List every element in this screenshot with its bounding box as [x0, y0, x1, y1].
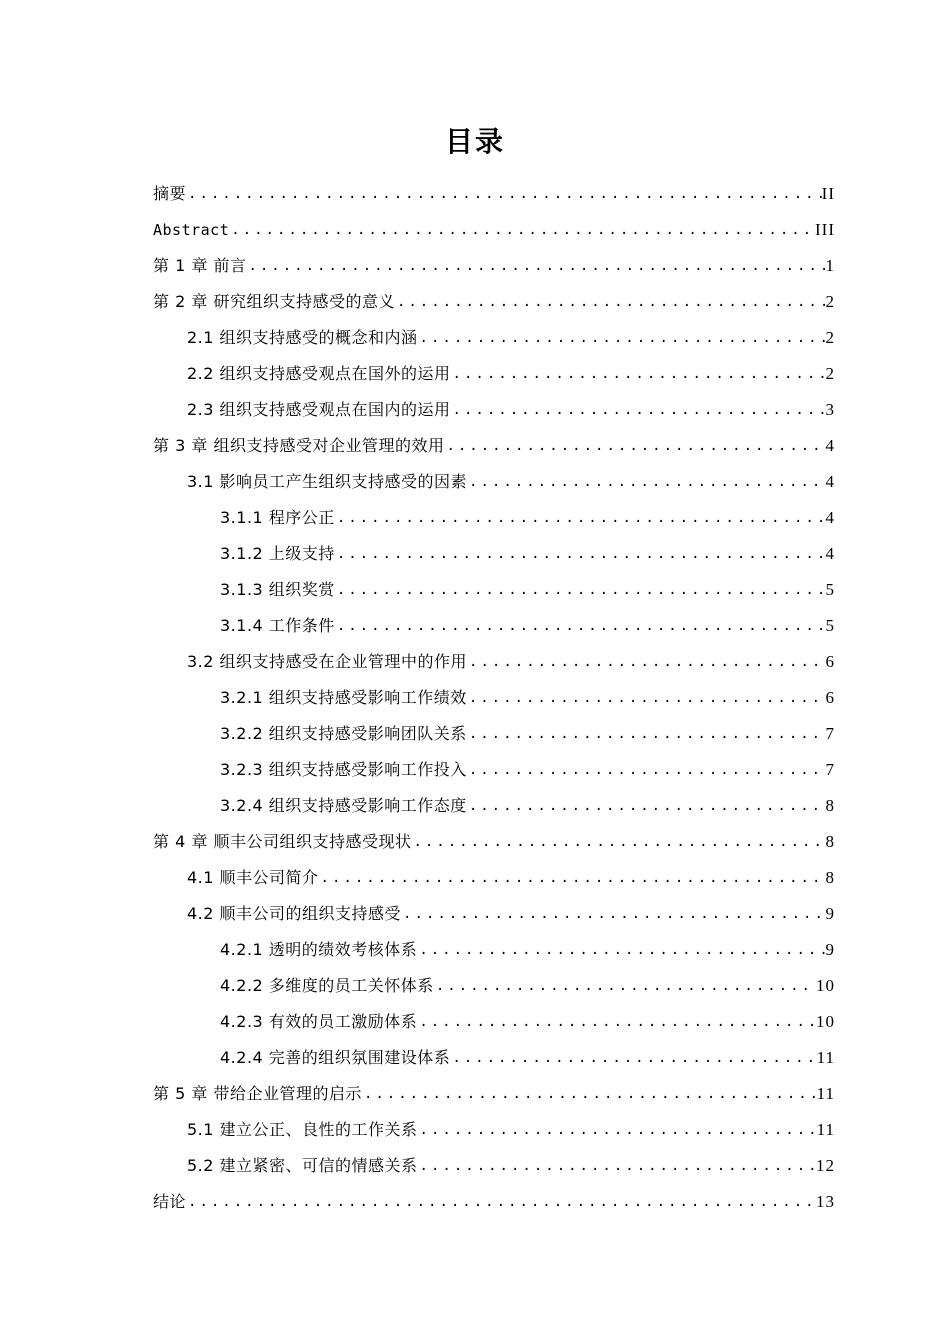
toc-dot-leader — [186, 176, 822, 212]
toc-page-number: 10 — [816, 976, 835, 995]
toc-entry[interactable] — [153, 824, 835, 860]
toc-entry[interactable] — [153, 464, 835, 500]
toc-page-number: 8 — [825, 832, 835, 851]
toc-dot-leader — [444, 428, 825, 464]
toc-page-number: 1 — [825, 256, 835, 275]
toc-dot-leader — [451, 392, 826, 428]
toc-entry[interactable] — [153, 248, 835, 284]
toc-entry[interactable] — [153, 536, 835, 572]
toc-page-number: 8 — [825, 868, 835, 887]
toc-page-number: 3 — [825, 400, 835, 419]
toc-dot-leader — [467, 716, 826, 752]
toc-page-number: 8 — [825, 796, 835, 815]
toc-entry-label: 5.1 建立公正、良性的工作关系 — [187, 1120, 418, 1139]
toc-entry-label: 2.2 组织支持感受观点在国外的运用 — [187, 364, 451, 383]
toc-entry[interactable] — [153, 752, 835, 788]
toc-entry-label: 第 3 章 组织支持感受对企业管理的效用 — [153, 436, 445, 455]
toc-entry-label: 第 5 章 带给企业管理的启示 — [153, 1084, 362, 1103]
toc-page-number: 10 — [816, 1012, 835, 1031]
toc-entry[interactable] — [153, 356, 835, 392]
toc-entry[interactable] — [153, 500, 835, 536]
toc-entry[interactable] — [153, 680, 835, 716]
toc-page-number: 12 — [816, 1156, 835, 1175]
toc-entry[interactable] — [153, 788, 835, 824]
toc-entry-label: 3.1.3 组织奖赏 — [220, 580, 335, 599]
toc-entry[interactable] — [153, 860, 835, 896]
toc-entry[interactable] — [153, 284, 835, 320]
toc-entry-label: 3.1.2 上级支持 — [220, 544, 335, 563]
toc-entry[interactable] — [153, 392, 835, 428]
toc-entry-label: 4.2 顺丰公司的组织支持感受 — [187, 904, 402, 923]
toc-page-number: 2 — [825, 292, 835, 311]
toc-entry-label: 4.2.1 透明的绩效考核体系 — [220, 940, 418, 959]
toc-page-number: II — [821, 184, 835, 203]
toc-entry[interactable] — [153, 1112, 835, 1148]
toc-entry-label: 3.1 影响员工产生组织支持感受的因素 — [187, 472, 468, 491]
toc-dot-leader — [434, 968, 816, 1004]
toc-entry-label: 结论 — [153, 1192, 187, 1211]
toc-page-number: 4 — [825, 436, 835, 455]
toc-entry-label: 第 1 章 前言 — [153, 256, 247, 275]
toc-dot-leader — [411, 824, 825, 860]
toc-entry[interactable] — [153, 176, 835, 212]
toc-dot-leader — [418, 1148, 816, 1184]
toc-dot-leader — [467, 644, 825, 680]
toc-page-number: 4 — [825, 508, 835, 527]
toc-dot-leader — [467, 464, 825, 500]
toc-dot-leader — [186, 1184, 816, 1220]
toc-entry[interactable] — [153, 644, 835, 680]
toc-page-number: 9 — [825, 940, 835, 959]
toc-page-number: 9 — [825, 904, 835, 923]
toc-dot-leader — [418, 1112, 817, 1148]
toc-dot-leader — [418, 320, 826, 356]
toc-entry-label: 第 4 章 顺丰公司组织支持感受现状 — [153, 832, 412, 851]
toc-dot-leader — [450, 1040, 816, 1076]
toc-dot-leader — [335, 500, 826, 536]
toc-dot-leader — [401, 896, 825, 932]
toc-entry-label: 3.2.4 组织支持感受影响工作态度 — [220, 796, 467, 815]
toc-page-number: 13 — [816, 1192, 835, 1211]
toc-page-number: 5 — [825, 580, 835, 599]
toc-entry-label: 3.2.3 组织支持感受影响工作投入 — [220, 760, 467, 779]
toc-entry[interactable] — [153, 1040, 835, 1076]
toc-dot-leader — [467, 788, 826, 824]
toc-entry-label: 4.2.2 多维度的员工关怀体系 — [220, 976, 434, 995]
toc-entry[interactable] — [153, 572, 835, 608]
toc-entry-label: 3.1.1 程序公正 — [220, 508, 335, 527]
toc-entry[interactable] — [153, 932, 835, 968]
toc-entry-label: 4.2.3 有效的员工激励体系 — [220, 1012, 418, 1031]
toc-dot-leader — [451, 356, 826, 392]
toc-entry[interactable] — [153, 1004, 835, 1040]
toc-page-number: 4 — [825, 472, 835, 491]
toc-entry-label: Abstract — [153, 221, 230, 239]
toc-page-number: III — [815, 220, 835, 239]
toc-entry[interactable] — [153, 1148, 835, 1184]
toc-entry-label: 3.1.4 工作条件 — [220, 616, 335, 635]
toc-dot-leader — [246, 248, 825, 284]
toc-entry[interactable] — [153, 716, 835, 752]
toc-title: 目录 — [444, 125, 505, 158]
toc-page-number: 11 — [816, 1048, 835, 1067]
toc-entry-label: 2.1 组织支持感受的概念和内涵 — [187, 328, 418, 347]
toc-entry-label: 5.2 建立紧密、可信的情感关系 — [187, 1156, 418, 1175]
toc-page-number: 2 — [825, 364, 835, 383]
toc-entry-label: 摘要 — [153, 184, 187, 203]
toc-page-number: 11 — [816, 1084, 835, 1103]
toc-page-number: 6 — [825, 652, 835, 671]
toc-entry-label: 2.3 组织支持感受观点在国内的运用 — [187, 400, 451, 419]
toc-page-number: 5 — [825, 616, 835, 635]
toc-dot-leader — [395, 284, 826, 320]
toc-entry[interactable] — [153, 608, 835, 644]
toc-entry[interactable] — [153, 1184, 835, 1220]
toc-dot-leader — [335, 608, 826, 644]
toc-dot-leader — [229, 212, 815, 248]
toc-entry-label: 3.2.2 组织支持感受影响团队关系 — [220, 724, 467, 743]
toc-entry[interactable] — [153, 968, 835, 1004]
toc-page-number: 6 — [825, 688, 835, 707]
toc-entry[interactable] — [153, 896, 835, 932]
toc-entry[interactable] — [153, 320, 835, 356]
toc-entry-label: 4.2.4 完善的组织氛围建设体系 — [220, 1048, 451, 1067]
toc-dot-leader — [417, 1004, 816, 1040]
toc-list — [153, 176, 835, 1220]
toc-dot-leader — [417, 932, 825, 968]
toc-page-number: 7 — [825, 724, 835, 743]
toc-dot-leader — [319, 860, 826, 896]
toc-entry-label: 4.1 顺丰公司简介 — [187, 868, 319, 887]
toc-dot-leader — [362, 1076, 817, 1112]
toc-entry-label: 3.2 组织支持感受在企业管理中的作用 — [187, 652, 468, 671]
toc-dot-leader — [467, 752, 826, 788]
toc-page-number: 2 — [825, 328, 835, 347]
toc-dot-leader — [335, 536, 826, 572]
toc-dot-leader — [467, 680, 826, 716]
toc-entry[interactable] — [153, 212, 835, 248]
toc-entry[interactable] — [153, 1076, 835, 1112]
toc-entry[interactable] — [153, 428, 835, 464]
toc-dot-leader — [335, 572, 826, 608]
toc-page-number: 4 — [825, 544, 835, 563]
toc-page-number: 11 — [816, 1120, 835, 1139]
toc-page-number: 7 — [825, 760, 835, 779]
toc-entry-label: 第 2 章 研究组织支持感受的意义 — [153, 292, 395, 311]
toc-entry-label: 3.2.1 组织支持感受影响工作绩效 — [220, 688, 467, 707]
